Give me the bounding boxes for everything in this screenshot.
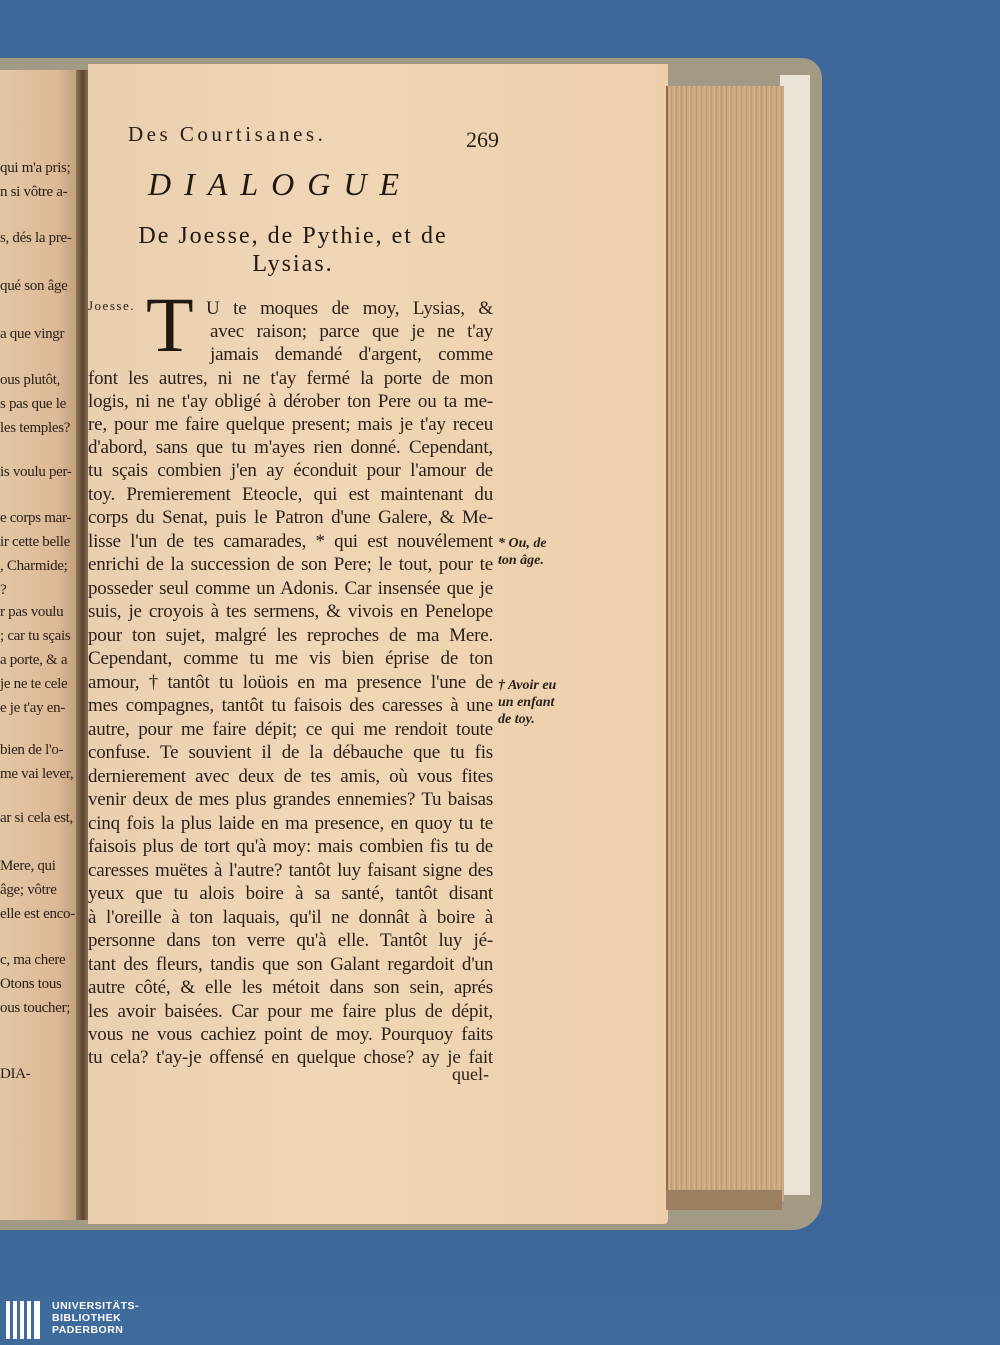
- verso-text-line: je ne te cele: [0, 676, 68, 692]
- page-fore-edge-bottom: [666, 1190, 782, 1210]
- body-text-line: faisois plus de tort qu'à moy: mais combien fis tu de: [88, 836, 494, 857]
- verso-text-line: ; car tu sçais: [0, 628, 71, 644]
- page-fore-edge: [666, 86, 784, 1201]
- body-text-line: toy. Premierement Eteocle, qui est maintenant du: [88, 484, 493, 505]
- body-text-line: les avoir baisées. Car pour me faire plus de dépit,: [88, 1001, 493, 1022]
- verso-text-line: is voulu per-: [0, 464, 72, 480]
- body-text-line: suis, je croyois à tes sermens, & vivois en Penelope: [88, 601, 493, 622]
- verso-text-line: ar si cela est,: [0, 810, 73, 826]
- body-text-line: enrichi de la succession de son Pere; le tout, pour te: [88, 554, 493, 575]
- library-logo-icon: [6, 1301, 46, 1339]
- body-text-line: mes compagnes, tantôt tu faisois des caresses à une: [88, 695, 493, 716]
- verso-text-line: ir cette belle: [0, 534, 70, 550]
- body-text-line: autre, pour me faire dépit; ce qui me rendoit toute: [88, 719, 493, 740]
- margin-note: [498, 535, 547, 569]
- body-text-line: dernierement avec deux de tes amis, où vous fites: [88, 766, 494, 787]
- subtitle-line: De Joesse, de Pythie, et de: [138, 223, 448, 249]
- dialogue-subtitle: [88, 222, 498, 278]
- verso-text-line: ous plutôt,: [0, 372, 61, 388]
- catchword: quel-: [452, 1064, 489, 1084]
- verso-text-line: s pas que le: [0, 396, 66, 412]
- verso-text-line: ous toucher;: [0, 1000, 71, 1016]
- margin-note-line: † Avoir eu: [498, 678, 557, 693]
- body-text-line: logis, ni ne t'ay obligé à dérober ton Pere ou ta me-: [88, 391, 493, 412]
- library-name-line: PADERBORN: [52, 1324, 124, 1336]
- library-name-line: UNIVERSITÄTS-: [52, 1300, 140, 1312]
- verso-text-line: les temples?: [0, 420, 71, 436]
- verso-text-line: c, ma chere: [0, 952, 66, 968]
- library-name-line: BIBLIOTHEK: [52, 1312, 122, 1324]
- body-text-line: tu sçais combien j'en ay éconduit pour l'amour de: [88, 460, 494, 481]
- margin-note-line: ton âge.: [498, 553, 544, 568]
- body-text-line: cinq fois la plus laide en ma presence, en quoy tu te: [88, 813, 494, 834]
- verso-text-line: elle est enco-: [0, 906, 75, 922]
- page-number: 269: [466, 127, 499, 152]
- speaker-name: Joesse.: [88, 298, 135, 313]
- body-text-line: avec raison; parce que je ne t'ay: [210, 321, 494, 342]
- verso-text-line: e je t'ay en-: [0, 700, 66, 716]
- verso-text-line: qui m'a pris;: [0, 160, 71, 176]
- verso-text-line: qué son âge: [0, 278, 68, 294]
- body-text-line: tant des fleurs, tandis que son Galant regardoit d'un: [88, 954, 494, 975]
- running-title: Des Courtisanes.: [128, 122, 327, 146]
- verso-text-line: r pas voulu: [0, 604, 64, 620]
- verso-text-line: e corps mar-: [0, 510, 72, 526]
- verso-text-line: n si vôtre a-: [0, 184, 68, 200]
- body-text-line: caresses muëtes à l'autre? tantôt luy faisant signe des: [88, 860, 494, 881]
- body-text-line: re, pour me faire quelque present; mais je t'ay receu: [88, 414, 494, 435]
- verso-text-line: a porte, & a: [0, 652, 68, 668]
- cover-inner-edge: [780, 75, 810, 1195]
- verso-text-line: Mere, qui: [0, 858, 56, 874]
- body-text-line: jamais demandé d'argent, comme: [210, 344, 494, 365]
- body-text-line: yeux que tu alois boire à sa santé, tantôt disant: [88, 883, 494, 904]
- body-text-line: pour ton sujet, malgré les reproches de ma Mere.: [88, 625, 494, 646]
- body-text-line: U te moques de moy, Lysias, &: [206, 298, 493, 319]
- margin-note-line: de toy.: [498, 712, 535, 727]
- body-text-line: tu cela? t'ay-je offensé en quelque chose? ay je fait: [88, 1047, 493, 1068]
- drop-cap: T: [146, 281, 194, 368]
- verso-text-line: Otons tous: [0, 976, 62, 992]
- page-title: DIALOGUE: [148, 166, 412, 202]
- verso-text-line: âge; vôtre: [0, 882, 57, 898]
- body-text-line: vous ne vous cachiez point de moy. Pourquoy faits: [88, 1024, 493, 1045]
- body-text-line: font les autres, ni ne t'ay fermé la porte de mon: [88, 368, 494, 389]
- footer-bar: [0, 1295, 1000, 1345]
- margin-note: [498, 677, 556, 728]
- margin-note-line: * Ou, de: [498, 536, 547, 551]
- body-text-line: à l'oreille à ton laquais, qu'il ne donnât à boire à: [88, 907, 493, 928]
- left-page: [0, 70, 82, 1220]
- body-text-line: d'abord, sans que tu m'ayes rien donné. Cependant,: [88, 437, 493, 458]
- body-text-line: confuse. Te souvient il de la débauche que tu fis: [88, 742, 493, 763]
- body-text-line: Cependant, comme tu me vis bien éprise de ton: [88, 648, 493, 669]
- verso-text-line: , Charmide;: [0, 558, 68, 574]
- verso-text-line: a que vingr: [0, 326, 65, 342]
- subtitle-line: Lysias.: [252, 251, 334, 277]
- body-text-line: posseder seul comme un Adonis. Car insensée que je: [88, 578, 493, 599]
- body-text-line: corps du Senat, puis le Patron d'une Galere, & Me-: [88, 507, 494, 528]
- body-text-line: venir deux de mes plus grandes ennemies? Tu baisas: [88, 789, 494, 810]
- library-name: [52, 1300, 139, 1336]
- body-text-line: amour, † tantôt tu loüois en ma presence l'une de: [88, 672, 493, 693]
- body-text-line: personne dans ton verre qu'à elle. Tantôt luy jé-: [88, 930, 493, 951]
- verso-text-line: s, dés la pre-: [0, 230, 72, 246]
- verso-text-line: ?: [0, 582, 7, 598]
- margin-note-line: un enfant: [498, 695, 555, 710]
- body-text-line: autre côté, & elle les métoit dans son sein, aprés: [88, 977, 493, 998]
- verso-text-line: bien de l'o-: [0, 742, 64, 758]
- verso-text-line: DIA-: [0, 1066, 31, 1082]
- body-text-line: lisse l'un de tes camarades, * qui est nouvélement: [88, 531, 494, 552]
- verso-text-line: me vai lever,: [0, 766, 74, 782]
